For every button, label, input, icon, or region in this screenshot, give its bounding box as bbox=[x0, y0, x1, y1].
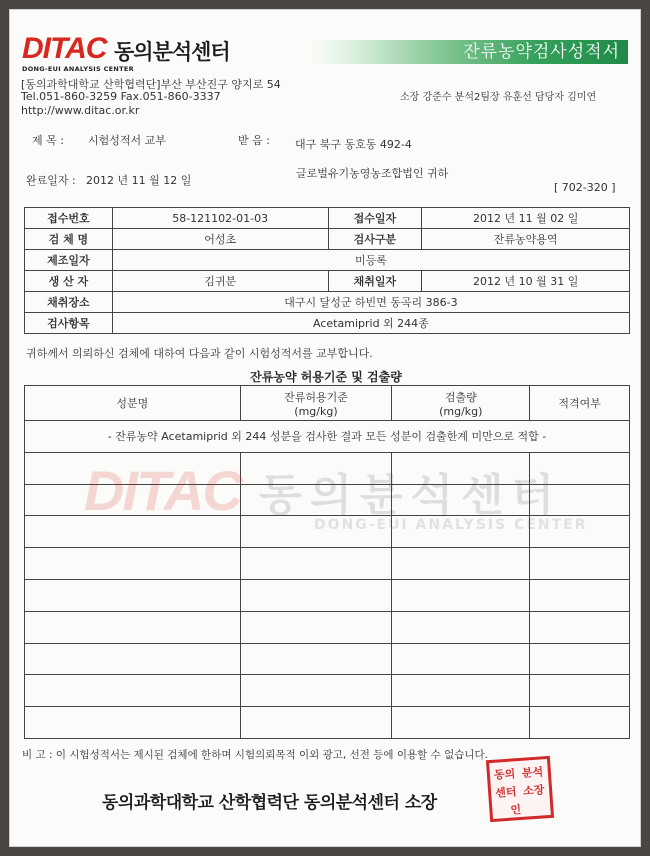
blank-cell bbox=[240, 707, 392, 739]
blank-cell bbox=[25, 452, 241, 484]
blank-cell bbox=[25, 611, 241, 643]
blank-cell bbox=[392, 484, 530, 516]
logo-subtitle: DONG-EUI ANALYSIS CENTER bbox=[22, 65, 134, 73]
blank-cell bbox=[25, 579, 241, 611]
test-items: Acetamiprid 외 244종 bbox=[112, 313, 629, 334]
blank-cell bbox=[25, 643, 241, 675]
completed-value: 2012 년 11 월 12 일 bbox=[86, 174, 192, 187]
blank-cell bbox=[392, 611, 530, 643]
blank-result-row bbox=[25, 611, 630, 643]
blank-cell bbox=[392, 452, 530, 484]
mfg-date: 미등록 bbox=[112, 250, 629, 271]
result-summary: - 잔류농약 Acetamiprid 외 244 성분을 검사한 결과 모든 성분이 검출한계 미만으로 적합 - bbox=[25, 421, 630, 453]
blank-cell bbox=[530, 484, 630, 516]
blank-cell bbox=[240, 579, 392, 611]
watermark-subtitle: DONG-EUI ANALYSIS CENTER bbox=[314, 517, 588, 533]
logo-mark: DITAC bbox=[22, 32, 107, 65]
watermark-center-name: 동의분석센터 bbox=[258, 469, 562, 521]
receipt-number: 58-121102-01-03 bbox=[112, 208, 328, 229]
org-address: [동의과학대학교 산학협력단]부산 부산진구 양지로 54 bbox=[21, 78, 281, 91]
watermark-logo: DITAC bbox=[84, 459, 241, 522]
blank-result-row bbox=[25, 675, 630, 707]
blank-result-row bbox=[25, 516, 630, 548]
blank-cell bbox=[25, 707, 241, 739]
blank-cell bbox=[392, 675, 530, 707]
issuer-signature: 동의과학대학교 산학협력단 동의분석센터 소장 bbox=[102, 793, 437, 813]
blank-cell bbox=[25, 516, 241, 548]
document-number: [ 702-320 ] bbox=[554, 181, 616, 194]
col-pass: 적격여부 bbox=[530, 386, 630, 421]
table-row bbox=[25, 250, 630, 271]
document-title-banner: 잔류농약검사성적서 bbox=[312, 40, 628, 64]
collect-place: 대구시 달성군 하빈면 동곡리 386-3 bbox=[112, 292, 629, 313]
blank-cell bbox=[25, 484, 241, 516]
collect-date: 2012 년 10 월 31 일 bbox=[422, 271, 630, 292]
table-row bbox=[25, 313, 630, 334]
blank-cell bbox=[530, 452, 630, 484]
results-table bbox=[24, 385, 630, 739]
org-website: http://www.ditac.or.kr bbox=[21, 104, 140, 117]
remark: 비 고 : 이 시험성적서는 제시된 검체에 한하며 시험의뢰목적 이외 광고, 선전 등에 이용할 수 없습니다. bbox=[22, 749, 488, 761]
blank-cell bbox=[240, 548, 392, 580]
blank-cell bbox=[240, 484, 392, 516]
blank-result-row bbox=[25, 548, 630, 580]
table-row bbox=[25, 421, 630, 453]
blank-cell bbox=[530, 611, 630, 643]
issue-notice: 귀하께서 의뢰하신 검체에 대하여 다음과 같이 시험성적서를 교부합니다. bbox=[26, 347, 373, 360]
recipient-org: 글로벌유기농영농조합법인 귀하 bbox=[296, 167, 449, 180]
table-row bbox=[25, 292, 630, 313]
col-limit: 잔류허용기준 (mg/kg) bbox=[240, 386, 392, 421]
sample-name: 어성초 bbox=[112, 229, 328, 250]
mfg-date-label: 제조일자 bbox=[25, 250, 113, 271]
sample-label: 검 체 명 bbox=[25, 229, 113, 250]
blank-cell bbox=[25, 548, 241, 580]
blank-cell bbox=[240, 516, 392, 548]
results-title: 잔류농약 허용기준 및 검출량 bbox=[250, 370, 402, 384]
producer: 김귀분 bbox=[112, 271, 328, 292]
blank-rows bbox=[25, 452, 630, 738]
blank-result-row bbox=[25, 579, 630, 611]
collect-place-label: 채취장소 bbox=[25, 292, 113, 313]
receipt-date: 2012 년 11 월 02 일 bbox=[422, 208, 630, 229]
blank-cell bbox=[530, 548, 630, 580]
table-header-row bbox=[25, 386, 630, 421]
blank-cell bbox=[392, 643, 530, 675]
test-type-label: 검사구분 bbox=[328, 229, 422, 250]
blank-cell bbox=[240, 675, 392, 707]
certificate-paper bbox=[9, 9, 641, 847]
producer-label: 생 산 자 bbox=[25, 271, 113, 292]
receipt-date-label: 접수일자 bbox=[328, 208, 422, 229]
blank-cell bbox=[25, 675, 241, 707]
blank-cell bbox=[530, 707, 630, 739]
table-row bbox=[25, 271, 630, 292]
test-items-label: 검사항목 bbox=[25, 313, 113, 334]
blank-cell bbox=[392, 516, 530, 548]
subject-label: 제 목 : bbox=[32, 134, 64, 147]
recipient-label: 받 음 : bbox=[238, 134, 270, 147]
subject-value: 시험성적서 교부 bbox=[88, 134, 166, 147]
blank-result-row bbox=[25, 707, 630, 739]
blank-cell bbox=[240, 643, 392, 675]
blank-result-row bbox=[25, 643, 630, 675]
blank-cell bbox=[392, 579, 530, 611]
center-name: 동의분석센터 bbox=[114, 40, 230, 64]
receipt-number-label: 접수번호 bbox=[25, 208, 113, 229]
blank-result-row bbox=[25, 452, 630, 484]
official-seal: 동의 분석 센터 소장 인 bbox=[486, 756, 554, 822]
blank-cell bbox=[530, 643, 630, 675]
col-component: 성분명 bbox=[25, 386, 241, 421]
table-row bbox=[25, 229, 630, 250]
table-row bbox=[25, 208, 630, 229]
blank-cell bbox=[530, 516, 630, 548]
blank-cell bbox=[392, 548, 530, 580]
blank-cell bbox=[240, 452, 392, 484]
completed-label: 완료일자 : bbox=[26, 174, 76, 187]
sample-info-table bbox=[24, 207, 630, 334]
recipient-address: 대구 북구 동호동 492-4 bbox=[295, 138, 412, 151]
blank-result-row bbox=[25, 484, 630, 516]
staff-line: 소장 강준수 분석2팀장 유훈선 담당자 김미연 bbox=[400, 92, 597, 103]
blank-cell bbox=[530, 675, 630, 707]
collect-date-label: 채취일자 bbox=[328, 271, 422, 292]
blank-cell bbox=[530, 579, 630, 611]
blank-cell bbox=[392, 707, 530, 739]
col-detected: 검출량 (mg/kg) bbox=[392, 386, 530, 421]
blank-cell bbox=[240, 611, 392, 643]
test-type: 잔류농약용역 bbox=[422, 229, 630, 250]
org-phone: Tel.051-860-3259 Fax.051-860-3337 bbox=[21, 90, 221, 103]
